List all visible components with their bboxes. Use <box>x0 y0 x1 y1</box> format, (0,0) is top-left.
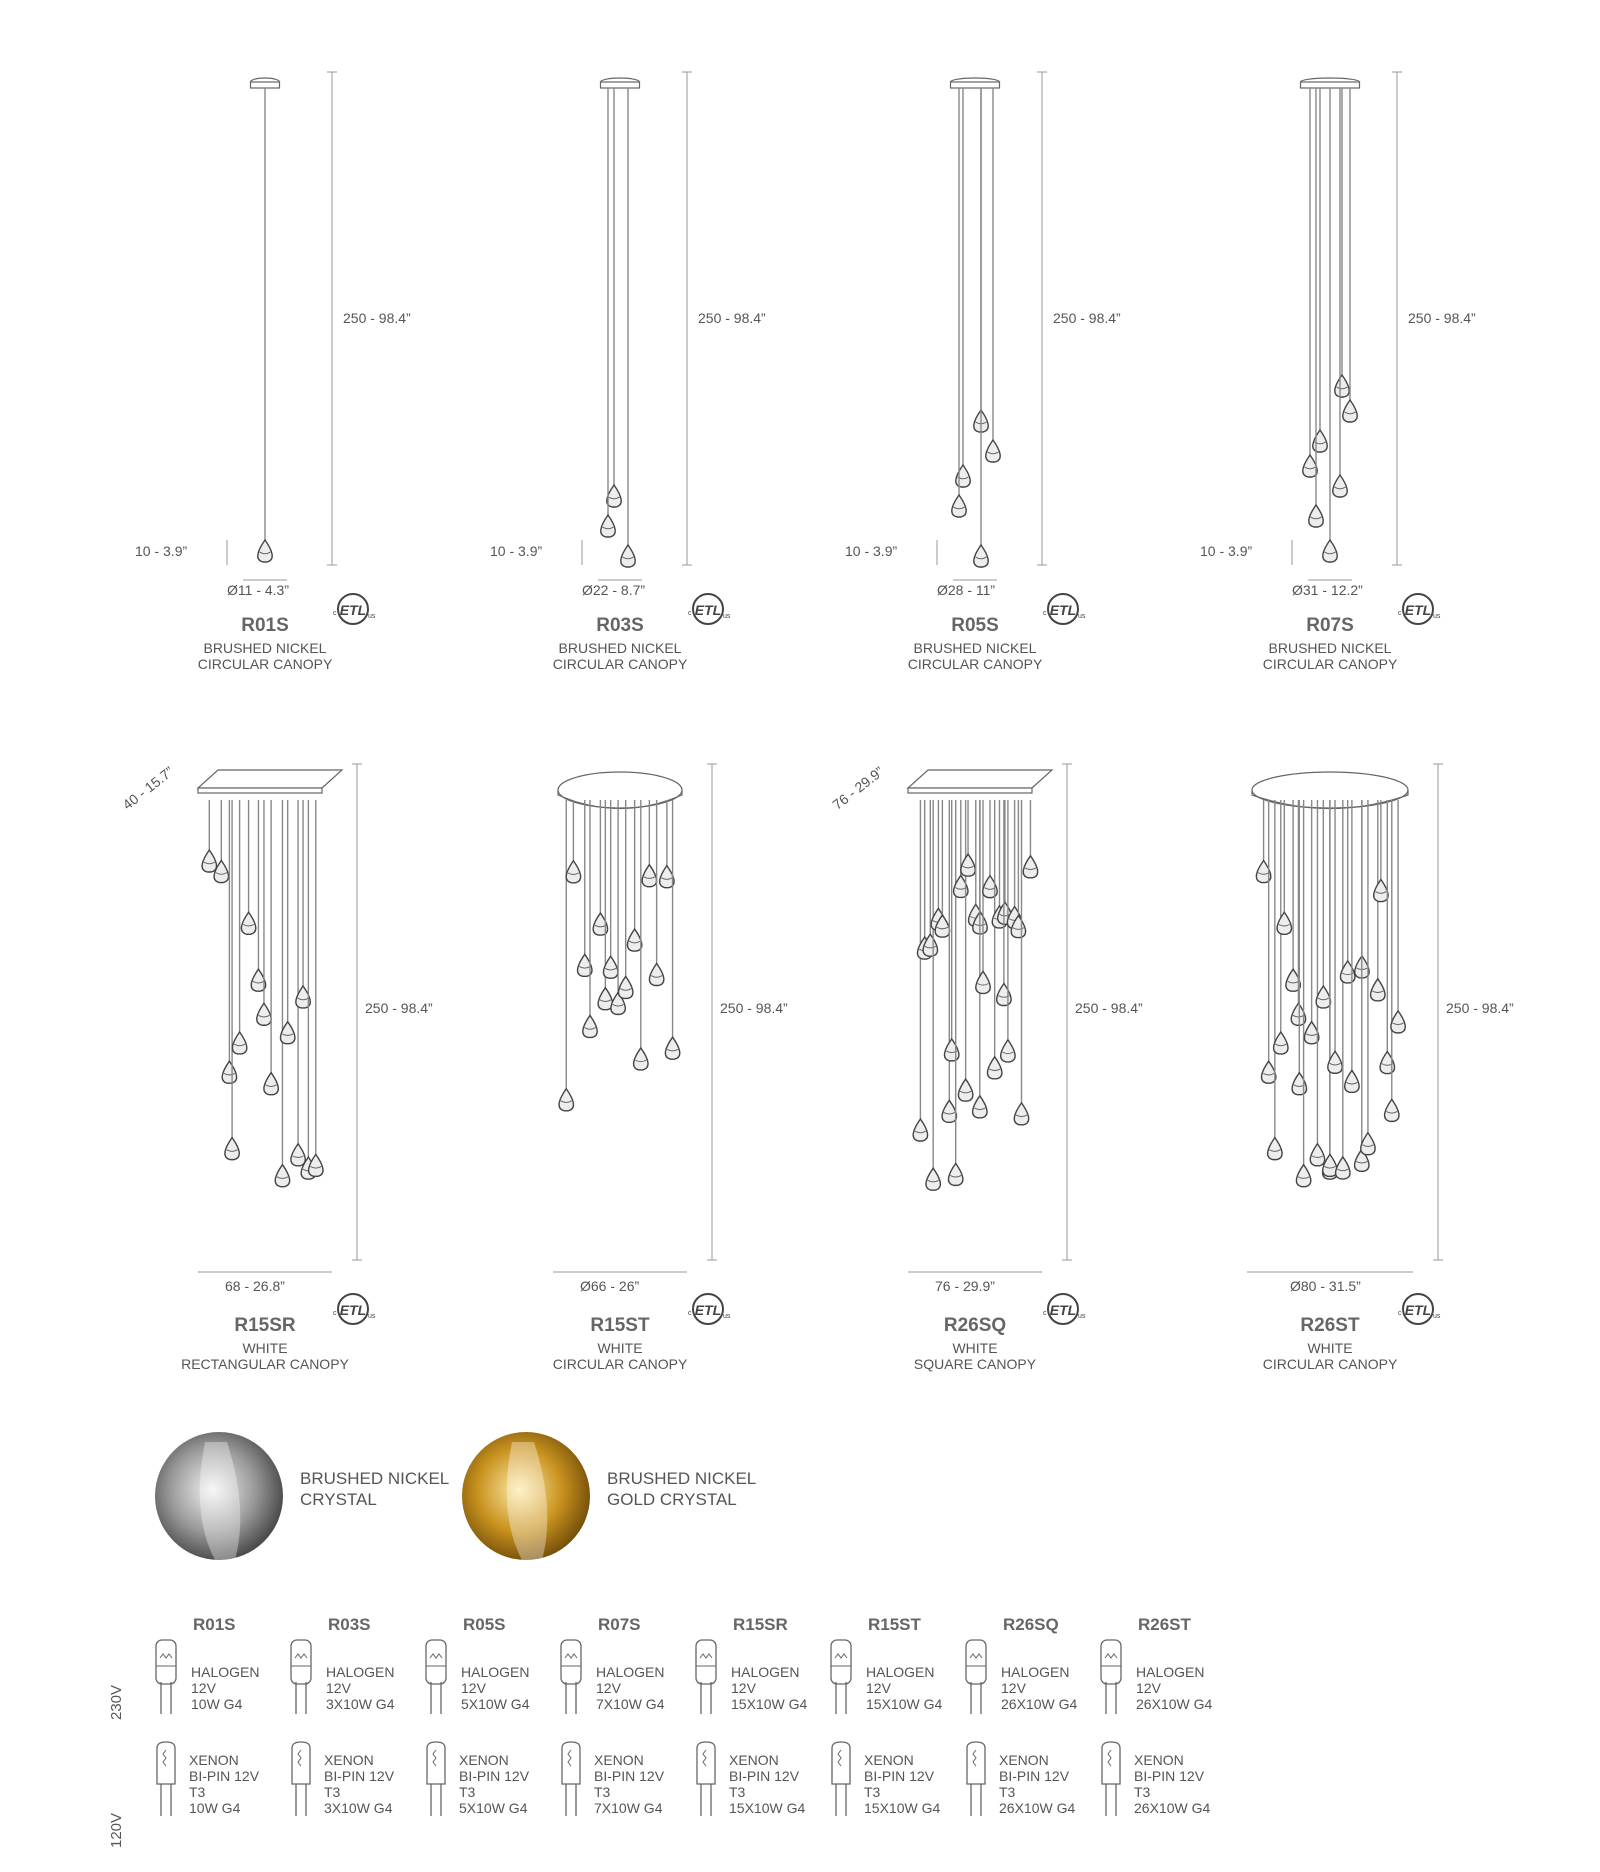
spec-line: 7X10W G4 <box>596 1696 665 1712</box>
spec-line: 12V <box>191 1680 216 1696</box>
width-dimension: 76 - 29.9” <box>935 1278 995 1294</box>
bulb-spec-120 <box>1134 1752 1210 1816</box>
bulb-model-name: R26SQ <box>1003 1615 1059 1634</box>
spec-line: 12V <box>731 1680 756 1696</box>
svg-text:c: c <box>688 1310 692 1317</box>
spec-line: BI-PIN 12V <box>1134 1768 1205 1784</box>
spec-line: T3 <box>729 1784 746 1800</box>
pendant-shade <box>948 1163 962 1185</box>
pendant-shade <box>1268 1138 1282 1160</box>
bulb-spec-120 <box>324 1752 394 1816</box>
svg-text:c: c <box>1043 610 1047 617</box>
pendant-shade <box>1361 1133 1375 1155</box>
model-description <box>115 1340 415 1372</box>
height-dimension: 250 - 98.4” <box>365 1000 433 1016</box>
spec-line: XENON <box>1134 1752 1184 1768</box>
spec-line: HALOGEN <box>1136 1664 1205 1680</box>
spec-line: 12V <box>596 1680 621 1696</box>
halogen-bulb-icon <box>828 1638 854 1716</box>
xenon-bulb-icon <box>963 1740 989 1818</box>
model-name: R26SQ <box>943 1315 1007 1336</box>
bulb-spec-120 <box>729 1752 805 1816</box>
pendant-shade <box>309 1154 323 1176</box>
width-dimension: Ø80 - 31.5” <box>1290 1278 1361 1294</box>
bulb-spec-120 <box>459 1752 529 1816</box>
spec-line: T3 <box>189 1784 206 1800</box>
svg-text:c: c <box>688 610 692 617</box>
spec-line: 7X10W G4 <box>594 1800 663 1816</box>
finish-line: BRUSHED NICKEL <box>558 640 682 656</box>
pendant-shade <box>913 1119 927 1141</box>
pendant-shade <box>973 1096 987 1118</box>
spec-line: 15X10W G4 <box>866 1696 943 1712</box>
spec-line: HALOGEN <box>731 1664 800 1680</box>
svg-text:ETL: ETL <box>694 602 722 618</box>
pendant-shade <box>1274 1032 1288 1054</box>
svg-text:ETL: ETL <box>1404 1302 1432 1318</box>
model-description <box>825 1340 1125 1372</box>
voltage-label-230: 230V <box>108 1684 125 1720</box>
model-description <box>115 640 415 672</box>
pendant-shade <box>952 495 966 517</box>
svg-text:ETL: ETL <box>1049 1302 1077 1318</box>
spec-line: HALOGEN <box>596 1664 665 1680</box>
halogen-bulb-icon <box>153 1638 179 1716</box>
pendant-shade <box>258 540 272 562</box>
svg-text:us: us <box>723 1313 731 1320</box>
pendant-shade <box>1261 1061 1275 1083</box>
bulb-spec-230 <box>596 1664 664 1712</box>
bulb-model-name: R01S <box>193 1615 236 1634</box>
drop-dimension: 10 - 3.9” <box>135 543 188 559</box>
xenon-bulb-icon <box>558 1740 584 1818</box>
bulb-spec-230 <box>1136 1664 1212 1712</box>
pendant-shade <box>1371 979 1385 1001</box>
width-dimension: Ø31 - 12.2” <box>1292 582 1363 598</box>
canopy-line: CIRCULAR CANOPY <box>197 656 333 672</box>
xenon-bulb-icon <box>423 1740 449 1818</box>
finish-line-2: GOLD CRYSTAL <box>607 1490 737 1509</box>
canopy-line: RECTANGULAR CANOPY <box>181 1356 349 1372</box>
finish-line-2: CRYSTAL <box>300 1490 377 1509</box>
halogen-bulb-icon <box>288 1638 314 1716</box>
width-dimension: Ø66 - 26” <box>580 1278 640 1294</box>
spec-line: 26X10W G4 <box>1134 1800 1211 1816</box>
spec-line: 12V <box>1136 1680 1161 1696</box>
pendant-shade <box>649 964 663 986</box>
spec-line: XENON <box>864 1752 914 1768</box>
fixture-r26st <box>1130 750 1530 1390</box>
spec-line: 3X10W G4 <box>326 1696 395 1712</box>
pendant-shade <box>1391 1011 1405 1033</box>
model-name: R15SR <box>234 1315 296 1336</box>
svg-text:c: c <box>333 1310 337 1317</box>
height-dimension: 250 - 98.4” <box>1053 310 1121 326</box>
pendant-shade <box>291 1144 305 1166</box>
pendant-shade <box>1001 1040 1015 1062</box>
xenon-bulb-icon <box>828 1740 854 1818</box>
pendant-shade <box>956 465 970 487</box>
bulb-model-name: R15ST <box>868 1615 921 1634</box>
height-dimension: 250 - 98.4” <box>720 1000 788 1016</box>
svg-text:us: us <box>368 613 376 620</box>
pendant-shade <box>566 861 580 883</box>
pendant-shade <box>1292 1073 1306 1095</box>
finish-line: BRUSHED NICKEL <box>1268 640 1392 656</box>
pendant-shade <box>665 1037 679 1059</box>
pendant-shade <box>1374 880 1388 902</box>
spec-line: HALOGEN <box>866 1664 935 1680</box>
bulb-spec-230 <box>1001 1664 1077 1712</box>
height-dimension: 250 - 98.4” <box>1408 310 1476 326</box>
spec-line: 15X10W G4 <box>729 1800 806 1816</box>
svg-text:us: us <box>368 1313 376 1320</box>
pendant-shade <box>1296 1165 1310 1187</box>
pendant-shade <box>997 984 1011 1006</box>
pendant-shade <box>1335 375 1349 397</box>
fixture-r26sq <box>775 750 1175 1390</box>
spec-line: HALOGEN <box>461 1664 530 1680</box>
svg-text:us: us <box>723 613 731 620</box>
spec-line: 10W G4 <box>191 1696 243 1712</box>
model-name: R01S <box>241 615 289 636</box>
spec-line: XENON <box>999 1752 1049 1768</box>
pendant-shade <box>926 1168 940 1190</box>
pendant-shade <box>621 545 635 567</box>
svg-text:us: us <box>1078 613 1086 620</box>
spec-line: T3 <box>864 1784 881 1800</box>
pendant-shade <box>974 545 988 567</box>
canopy-line: CIRCULAR CANOPY <box>907 656 1043 672</box>
fixture-r05s <box>775 60 1175 680</box>
halogen-bulb-icon <box>693 1638 719 1716</box>
pendant-shade <box>1385 1099 1399 1121</box>
pendant-shade <box>583 1015 597 1037</box>
spec-line: T3 <box>324 1784 341 1800</box>
model-name: R05S <box>951 615 999 636</box>
spec-line: 15X10W G4 <box>864 1800 941 1816</box>
pendant-shade <box>942 1100 956 1122</box>
pendant-shade <box>1333 475 1347 497</box>
pendant-shade <box>1310 1144 1324 1166</box>
pendant-shade <box>1345 1070 1359 1092</box>
model-description <box>1180 640 1480 672</box>
drop-dimension: 10 - 3.9” <box>845 543 898 559</box>
spec-line: HALOGEN <box>191 1664 260 1680</box>
spec-line: XENON <box>729 1752 779 1768</box>
pendant-shade <box>1323 540 1337 562</box>
spec-line: BI-PIN 12V <box>864 1768 935 1784</box>
model-description <box>1180 1340 1480 1372</box>
model-name: R07S <box>1306 615 1354 636</box>
bulb-model-name: R05S <box>463 1615 506 1634</box>
pendant-shade <box>202 850 216 872</box>
canopy <box>198 770 342 788</box>
spec-line: 12V <box>866 1680 891 1696</box>
canopy-line: CIRCULAR CANOPY <box>1262 1356 1398 1372</box>
finish-line: BRUSHED NICKEL <box>203 640 327 656</box>
pendant-shade <box>944 1039 958 1061</box>
canopy <box>908 770 1052 788</box>
spec-line: T3 <box>1134 1784 1151 1800</box>
canopy-line: SQUARE CANOPY <box>913 1356 1037 1372</box>
voltage-label-120: 120V <box>108 1812 125 1848</box>
spec-line: 5X10W G4 <box>461 1696 530 1712</box>
spec-line: BI-PIN 12V <box>459 1768 530 1784</box>
depth-dimension: 76 - 29.9” <box>829 763 887 813</box>
pendant-shade <box>634 1048 648 1070</box>
spec-line: T3 <box>999 1784 1016 1800</box>
finish-line: WHITE <box>1307 1340 1353 1356</box>
svg-text:c: c <box>333 610 337 617</box>
bulb-model-name: R07S <box>598 1615 641 1634</box>
finish-line-1: BRUSHED NICKEL <box>300 1469 450 1488</box>
svg-text:ETL: ETL <box>339 1302 367 1318</box>
spec-line: 15X10W G4 <box>731 1696 808 1712</box>
finish-line: BRUSHED NICKEL <box>913 640 1037 656</box>
pendant-shade <box>232 1032 246 1054</box>
height-dimension: 250 - 98.4” <box>1446 1000 1514 1016</box>
pendant-shade <box>1336 1157 1350 1179</box>
pendant-shade <box>627 929 641 951</box>
width-dimension: Ø28 - 11” <box>937 582 996 598</box>
model-description <box>825 640 1125 672</box>
pendant-shade <box>961 854 975 876</box>
fixture-r03s <box>420 60 820 680</box>
xenon-bulb-icon <box>1098 1740 1124 1818</box>
halogen-bulb-icon <box>963 1638 989 1716</box>
spec-line: 12V <box>461 1680 486 1696</box>
svg-text:c: c <box>1398 610 1402 617</box>
model-description <box>470 640 770 672</box>
svg-text:c: c <box>1043 1310 1047 1317</box>
svg-text:ETL: ETL <box>694 1302 722 1318</box>
spec-line: XENON <box>459 1752 509 1768</box>
pendant-shade <box>559 1089 573 1111</box>
svg-text:c: c <box>1398 1310 1402 1317</box>
canopy-line: CIRCULAR CANOPY <box>1262 656 1398 672</box>
spec-line: 3X10W G4 <box>324 1800 393 1816</box>
spec-line: BI-PIN 12V <box>324 1768 395 1784</box>
finish-label <box>607 1468 756 1510</box>
model-name: R15ST <box>590 1315 650 1336</box>
svg-text:ETL: ETL <box>339 602 367 618</box>
fixture-r15sr <box>65 750 465 1390</box>
pendant-shade <box>958 1079 972 1101</box>
pendant-shade <box>1304 1022 1318 1044</box>
xenon-bulb-icon <box>693 1740 719 1818</box>
spec-line: XENON <box>594 1752 644 1768</box>
canopy-line: CIRCULAR CANOPY <box>552 1356 688 1372</box>
spec-line: 5X10W G4 <box>459 1800 528 1816</box>
pendant-shade <box>225 1138 239 1160</box>
finish-swatch <box>462 1432 590 1560</box>
bulb-model-name: R15SR <box>733 1615 788 1634</box>
bulb-spec-230 <box>191 1664 259 1712</box>
spec-line: T3 <box>594 1784 611 1800</box>
model-description <box>470 1340 770 1372</box>
pendant-shade <box>1023 856 1037 878</box>
pendant-shade <box>618 976 632 998</box>
bulb-spec-230 <box>461 1664 529 1712</box>
spec-line: 26X10W G4 <box>1001 1696 1078 1712</box>
pendant-shade <box>1316 986 1330 1008</box>
pendant-shade <box>222 1061 236 1083</box>
pendant-shade <box>1277 912 1291 934</box>
pendant-shade <box>1014 1103 1028 1125</box>
spec-line: 10W G4 <box>189 1800 241 1816</box>
spec-line: XENON <box>189 1752 239 1768</box>
halogen-bulb-icon <box>1098 1638 1124 1716</box>
bulb-model-name: R03S <box>328 1615 371 1634</box>
halogen-bulb-icon <box>558 1638 584 1716</box>
finish-line: WHITE <box>952 1340 998 1356</box>
pendant-shade <box>986 440 1000 462</box>
pendant-shade <box>257 1003 271 1025</box>
spec-line: HALOGEN <box>326 1664 395 1680</box>
spec-line: 26X10W G4 <box>1136 1696 1213 1712</box>
spec-line: HALOGEN <box>1001 1664 1070 1680</box>
pendant-shade <box>607 485 621 507</box>
pendant-shade <box>1343 400 1357 422</box>
fixture-r07s <box>1130 60 1530 680</box>
spec-line: BI-PIN 12V <box>594 1768 665 1784</box>
bulb-spec-230 <box>731 1664 807 1712</box>
finish-line-1: BRUSHED NICKEL <box>607 1469 757 1488</box>
svg-text:ETL: ETL <box>1404 602 1432 618</box>
svg-text:ETL: ETL <box>1049 602 1077 618</box>
pendant-shade <box>264 1073 278 1095</box>
bulb-spec-120 <box>864 1752 940 1816</box>
height-dimension: 250 - 98.4” <box>698 310 766 326</box>
svg-text:us: us <box>1433 613 1441 620</box>
spec-line: 12V <box>326 1680 351 1696</box>
bulb-spec-230 <box>866 1664 942 1712</box>
height-dimension: 250 - 98.4” <box>1075 1000 1143 1016</box>
canopy <box>558 772 682 808</box>
xenon-bulb-icon <box>153 1740 179 1818</box>
pendant-shade <box>642 865 656 887</box>
pendant-shade <box>275 1165 289 1187</box>
pendant-shade <box>1309 505 1323 527</box>
pendant-shade <box>1303 455 1317 477</box>
bulb-model-name: R26ST <box>1138 1615 1191 1634</box>
finish-swatch <box>155 1432 283 1560</box>
depth-dimension: 40 - 15.7” <box>119 763 177 813</box>
canopy-line: CIRCULAR CANOPY <box>552 656 688 672</box>
pendant-shade <box>601 515 615 537</box>
bulb-spec-120 <box>594 1752 664 1816</box>
pendant-shade <box>241 912 255 934</box>
fixture-r15st <box>420 750 820 1390</box>
bulb-spec-230 <box>326 1664 394 1712</box>
finish-line: WHITE <box>597 1340 643 1356</box>
width-dimension: Ø11 - 4.3” <box>227 582 289 598</box>
drop-dimension: 10 - 3.9” <box>490 543 543 559</box>
bulb-spec-120 <box>189 1752 259 1816</box>
halogen-bulb-icon <box>423 1638 449 1716</box>
spec-line: T3 <box>459 1784 476 1800</box>
model-name: R26ST <box>1300 1315 1360 1336</box>
drop-dimension: 10 - 3.9” <box>1200 543 1253 559</box>
model-name: R03S <box>596 615 644 636</box>
fixture-r01s <box>65 60 465 680</box>
svg-text:us: us <box>1433 1313 1441 1320</box>
pendant-shade <box>987 1057 1001 1079</box>
spec-line: XENON <box>324 1752 374 1768</box>
height-dimension: 250 - 98.4” <box>343 310 411 326</box>
spec-line: 12V <box>1001 1680 1026 1696</box>
spec-line: BI-PIN 12V <box>729 1768 800 1784</box>
spec-line: BI-PIN 12V <box>189 1768 260 1784</box>
svg-text:us: us <box>1078 1313 1086 1320</box>
spec-line: 26X10W G4 <box>999 1800 1076 1816</box>
pendant-shade <box>976 971 990 993</box>
finish-line: WHITE <box>242 1340 288 1356</box>
pendant-shade <box>1313 430 1327 452</box>
bulb-spec-120 <box>999 1752 1075 1816</box>
width-dimension: Ø22 - 8.7” <box>582 582 646 598</box>
xenon-bulb-icon <box>288 1740 314 1818</box>
width-dimension: 68 - 26.8” <box>225 1278 285 1294</box>
finish-label <box>300 1468 449 1510</box>
spec-line: BI-PIN 12V <box>999 1768 1070 1784</box>
